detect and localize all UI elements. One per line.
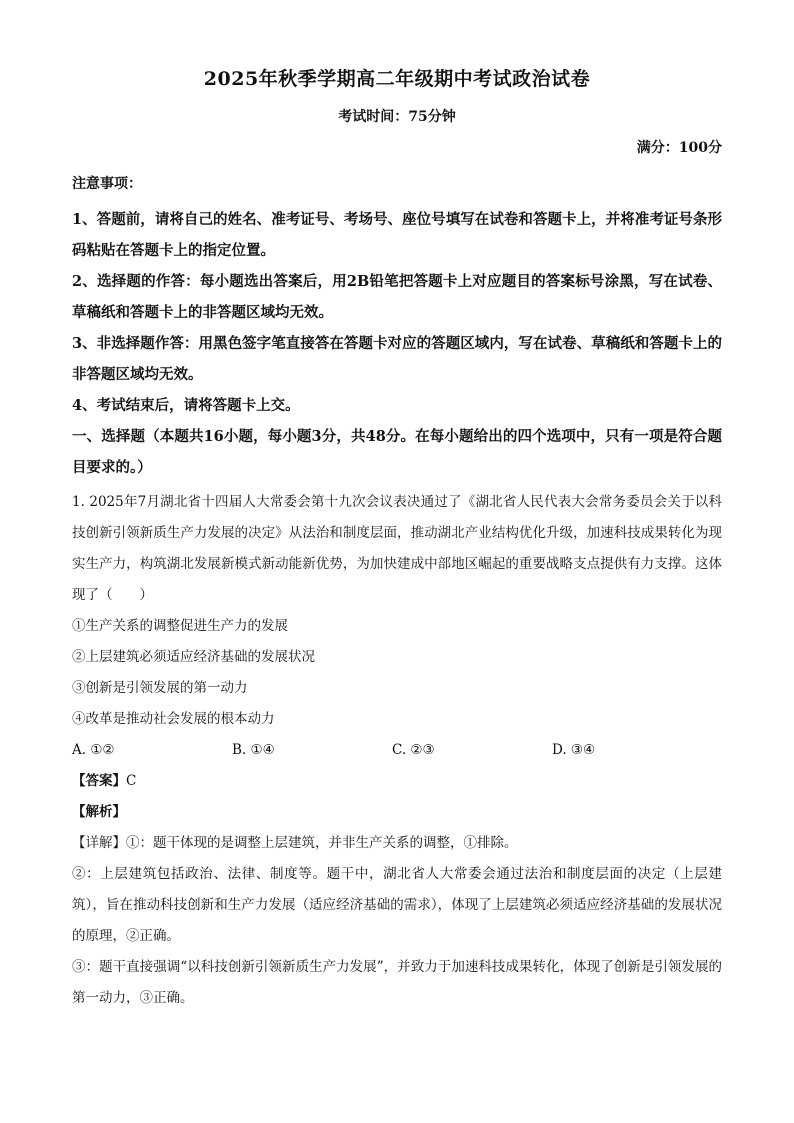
choice-b: B. ①④ [232,742,275,758]
detail-paragraph: 【详解】①：题干体现的是调整上层建筑，并非生产关系的调整，①排除。 [72,835,518,851]
notice-item: 1、答题前，请将自己的姓名、准考证号、考场号、座位号填写在试卷和答题卡上，并将准考证号条形码粘贴在答题卡上的指定位置。 [72,211,722,259]
answer-choices [72,735,722,766]
statement-item: ②上层建筑必须适应经济基础的发展状况 [72,649,315,665]
section-heading: 一、选择题（本题共16小题，每小题3分，共48分。在每小题给出的四个选项中，只有一项是符合题目要求的。） [72,428,722,476]
notice-item: 2、选择题的作答：每小题选出答案后，用2B铅笔把答题卡上对应题目的答案标号涂黑，写在试卷、草稿纸和答题卡上的非答题区域均无效。 [72,273,722,321]
notice-item: 4、考试结束后，请将答题卡上交。 [72,397,300,414]
analysis-line [72,797,722,828]
answer-label: 【答案】 [72,773,126,789]
detail-paragraph: ③：题干直接强调“以科技创新引领新质生产力发展”，并致力于加速科技成果转化，体现了创新是引领发展的第一动力，③正确。 [72,959,722,1006]
answer-line [72,766,722,797]
analysis-label: 【解析】 [72,804,126,820]
statement-item: ④改革是推动社会发展的根本动力 [72,711,275,727]
page-title: 2025年秋季学期高二年级期中考试政治试卷 [203,68,591,90]
choice-c: C. ②③ [392,742,435,758]
exam-time: 考试时间：75分钟 [338,109,456,125]
statement-item: ③创新是引领发展的第一动力 [72,680,248,696]
question-stem: 1. 2025年7月湖北省十四届人大常委会第十九次会议表决通过了《湖北省人民代表大会常务委员会关于以科技创新引领新质生产力发展的决定》从法治和制度层面，推动湖北产业结构优化升级，加速科技成果转化为现实生产力，构筑湖北发展新模式新动能新优势，为加快建成中部地区崛起的重要战略支点提供有力支撑。这体现了（ ） [72,494,722,603]
notice-heading: 注意事项： [72,176,142,192]
statement-item: ①生产关系的调整促进生产力的发展 [72,618,288,634]
full-score: 满分：100分 [636,140,722,156]
answer-value: C [126,773,137,789]
detail-paragraph: ②：上层建筑包括政治、法律、制度等。题干中，湖北省人大常委会通过法治和制度层面的决定（上层建筑），旨在推动科技创新和生产力发展（适应经济基础的需求），体现了上层建筑必须适应经济基础的发展状况的原理，②正确。 [72,866,722,944]
choice-d: D. ③④ [552,742,596,758]
notice-item: 3、非选择题作答：用黑色签字笔直接答在答题卡对应的答题区域内，写在试卷、草稿纸和答题卡上的非答题区域均无效。 [72,335,722,383]
choice-a: A. ①② [72,742,115,758]
